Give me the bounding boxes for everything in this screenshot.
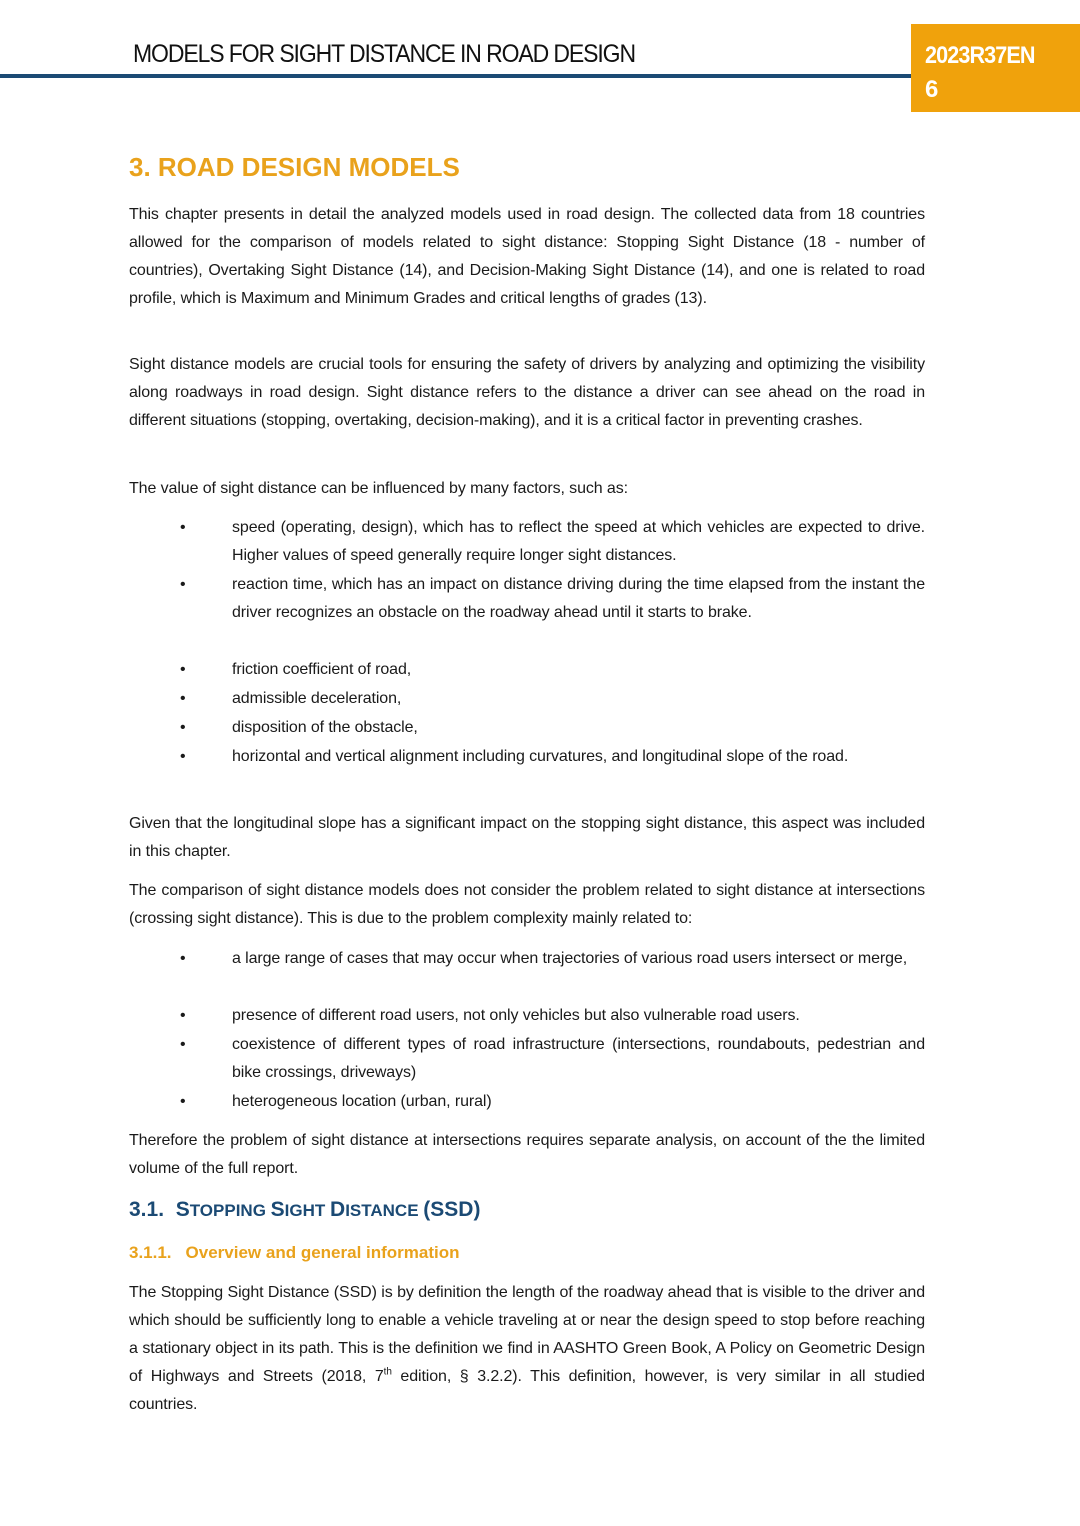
- list-item-text: presence of different road users, not only vehicles but also vulnerable road users.: [232, 1007, 800, 1024]
- bullet-icon: •: [180, 950, 186, 967]
- paragraph: Given that the longitudinal slope has a significant impact on the stopping sight distance, this aspect was included in this chapter.: [129, 815, 925, 860]
- bullet-icon: •: [180, 748, 186, 765]
- list-item: [180, 1088, 925, 1116]
- paragraph: The comparison of sight distance models does not consider the problem related to sight distance at intersections (crossing sight distance). This is due to the problem complexity mainly related to:: [129, 882, 925, 927]
- running-title: MODELS FOR SIGHT DISTANCE IN ROAD DESIGN: [133, 40, 635, 68]
- list-item-text: speed (operating, design), which has to reflect the speed at which vehicles are expected to drive. Higher values of speed generally require longer sight distances.: [232, 519, 925, 564]
- paragraph-text: edition, § 3.2.2). This definition, however, is very similar in all studied countries.: [129, 1368, 925, 1413]
- section-heading: 3. ROAD DESIGN MODELS: [129, 152, 460, 182]
- subsection-number: 3.1.: [129, 1198, 165, 1221]
- doc-code: 2023R37EN: [925, 42, 1035, 69]
- list-item-text: friction coefficient of road,: [232, 661, 412, 678]
- superscript: th: [383, 1366, 392, 1378]
- subsubsection-number: 3.1.1.: [129, 1243, 172, 1262]
- bullet-icon: •: [180, 519, 186, 536]
- list-item-text: horizontal and vertical alignment including curvatures, and longitudinal slope of the road.: [232, 748, 849, 765]
- list-item: [180, 714, 925, 742]
- paragraph: Therefore the problem of sight distance at intersections requires separate analysis, on account of the the limited volume of the full report.: [129, 1132, 925, 1177]
- list-item-text: heterogeneous location (urban, rural): [232, 1093, 492, 1110]
- list-item-text: reaction time, which has an impact on distance driving during the time elapsed from the instant the driver recognizes an obstacle on the roadway ahead until it starts to brake.: [232, 576, 925, 621]
- title-part: S: [175, 1198, 190, 1221]
- list-item: [180, 514, 925, 570]
- list-item: [180, 743, 925, 771]
- list-item: [180, 1002, 925, 1030]
- paragraph: Sight distance models are crucial tools for ensuring the safety of drivers by analyzing and optimizing the visibility along roadways in road design. Sight distance refers to the distance a driver can see ahead on the road in different situations (stopping, overtaking, decision-making), and it is a critical factor in preventing crashes.: [129, 356, 925, 429]
- list-item: [180, 1031, 925, 1087]
- title-part: S: [270, 1198, 285, 1221]
- subsubsection-heading: [129, 1243, 460, 1263]
- title-part: (SSD): [423, 1198, 481, 1221]
- paragraph-text: The Stopping Sight Distance (SSD) is by definition the length of the roadway ahead that is visible to the driver and which should be sufficiently long to enable a vehicle traveling at or near the design speed to stop before reaching a stationary object in its path. This is the definition we find in AASHTO Green Book, A Policy on Geometric Design of Highways and Streets (2018, 7: [129, 1284, 925, 1385]
- page-number: 6: [925, 76, 939, 103]
- list-item: [180, 571, 925, 627]
- bullet-icon: •: [180, 1093, 186, 1110]
- subsection-heading: [129, 1198, 480, 1222]
- bullet-icon: •: [180, 719, 186, 736]
- title-part: ISTANCE: [345, 1201, 424, 1220]
- paragraph: This chapter presents in detail the analyzed models used in road design. The collected data from 18 countries allowed for the comparison of models related to sight distance: Stopping Sight Distance (18 - number of countries), Overtaking Sight Distance (14), and Decision-Making Sight Distance (14), and one is related to road profile, which is Maximum and Minimum Grades and critical lengths of grades (13).: [129, 206, 925, 307]
- list-item-text: a large range of cases that may occur when trajectories of various road users intersect or merge,: [232, 950, 908, 967]
- bullet-icon: •: [180, 1036, 186, 1053]
- bullet-icon: •: [180, 661, 186, 678]
- list-item-text: admissible deceleration,: [232, 690, 402, 707]
- list-item-text: coexistence of different types of road infrastructure (intersections, roundabouts, pedestrian and bike crossings, driveways): [232, 1036, 925, 1081]
- list-item-text: disposition of the obstacle,: [232, 719, 418, 736]
- list-item: [180, 685, 925, 713]
- bullet-icon: •: [180, 690, 186, 707]
- list-item: [180, 656, 925, 684]
- title-part: TOPPING: [189, 1201, 271, 1220]
- subsubsection-title: Overview and general information: [185, 1243, 460, 1262]
- paragraph: The value of sight distance can be influenced by many factors, such as:: [129, 480, 628, 497]
- title-part: IGHT: [284, 1201, 331, 1220]
- title-part: D: [330, 1198, 346, 1221]
- bullet-icon: •: [180, 1007, 186, 1024]
- bullet-icon: •: [180, 576, 186, 593]
- list-item: [180, 945, 925, 973]
- paragraph: [129, 1279, 925, 1419]
